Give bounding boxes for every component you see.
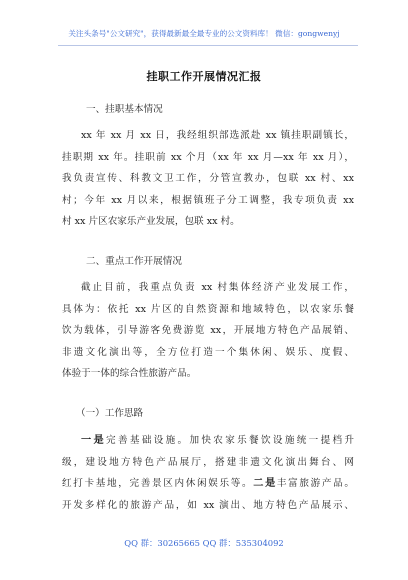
paragraph-line: 体验于一体的综合性旅游产品。 xyxy=(62,368,197,379)
paragraph-line: 截止目前，我重点负责 xx 村集体经济产业发展工作， xyxy=(81,282,354,293)
footer-qq-groups: QQ 群：30265665 QQ 群：535304092 xyxy=(124,538,284,548)
paragraph-line: 挂职期 xx 年。挂职前 xx 个月（xx 年 xx 月—xx 年 xx 月）， xyxy=(62,151,354,163)
section-heading-basic-info: 一、挂职基本情况 xyxy=(86,104,163,115)
paragraph-line: 具体为：依托 xx 片区的自然资源和地域特色，以农家乐餐 xyxy=(62,303,354,315)
paragraph-line: 开发多样化的旅游产品，如 xx 演出、地方特色产品展示、 xyxy=(62,499,354,511)
paragraph-line: xx 年 xx 月 xx 日，我经组织部选派赴 xx 镇挂职副镇长， xyxy=(81,130,354,141)
paragraph-line: 村；今年 xx 月以来，根据镇班子分工调整，我专项负责 xx xyxy=(62,194,354,206)
emphasis-lead: 二是 xyxy=(253,477,277,489)
header-divider xyxy=(58,45,358,46)
section2-paragraph xyxy=(62,277,354,385)
paragraph-line: 村 xx 片区农家乐产业发展，包联 xx 村。 xyxy=(62,216,240,227)
section-heading-key-work: 二、重点工作开展情况 xyxy=(86,256,182,267)
paragraph-line: 非遗文化演出等，全方位打造一个集休闲、娱乐、度假、 xyxy=(62,346,354,358)
paragraph-line: 一是完善基础设施。加快农家乐餐饮设施统一提档升 xyxy=(81,434,354,446)
header-banner: 关注头条号"公文研究"，获得最新最全最专业的公文资料库！ 微信：gongwenyj xyxy=(68,29,340,38)
paragraph-line: 红打卡基地，完善景区内休闲娱乐等。二是丰富旅游产品。 xyxy=(62,477,354,489)
subsection-paragraph xyxy=(62,430,354,516)
section1-paragraph xyxy=(62,125,354,233)
paragraph-line: 级，建设地方特色产品展厅，搭建非遗文化演出舞台、网 xyxy=(62,456,354,468)
paragraph-line: 饮为载体，引导游客免费游览 xx，开展地方特色产品展销、 xyxy=(62,325,354,336)
document-title: 挂职工作开展情况汇报 xyxy=(146,70,262,83)
subsection-heading-work-ideas: （一）工作思路 xyxy=(76,408,144,419)
paragraph-line: 我负责宣传、科教文卫工作，分管宣教办，包联 xx 村、xx xyxy=(62,173,354,184)
emphasis-lead: 一是 xyxy=(81,434,107,446)
